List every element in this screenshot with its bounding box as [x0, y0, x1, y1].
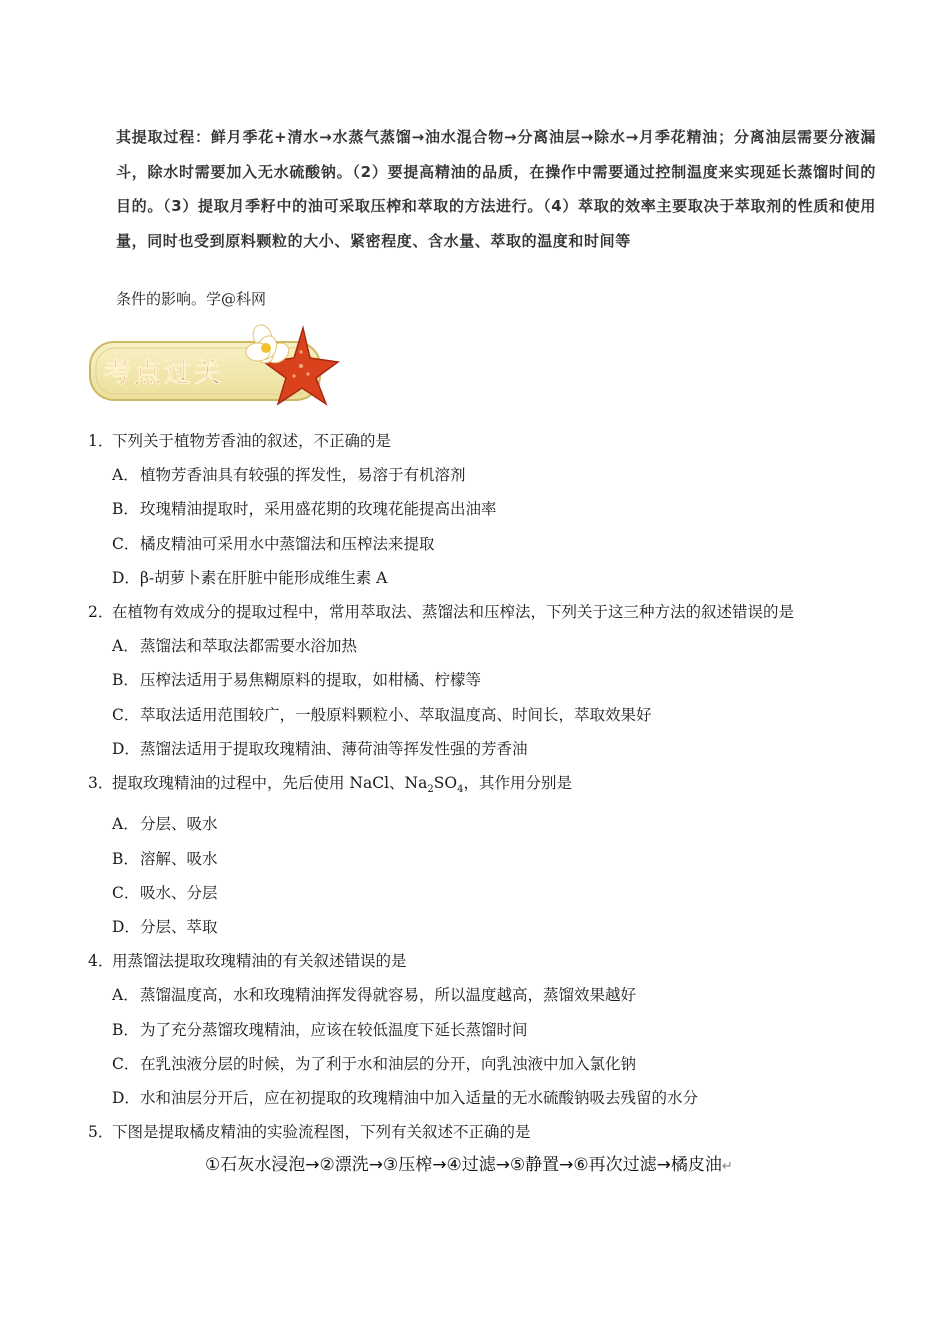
question-list	[88, 424, 878, 1149]
question-stem: 用蒸馏法提取玫瑰精油的有关叙述错误的是	[112, 952, 407, 971]
section-banner	[88, 322, 340, 406]
process-flow	[205, 1150, 733, 1175]
option-1d: D．β-胡萝卜素在肝脏中能形成维生素 A	[112, 568, 388, 587]
option-3d: D．分层、萃取	[112, 917, 218, 936]
intro-tail: 条件的影响。学@科网	[116, 290, 267, 308]
question-3: 3．提取玫瑰精油的过程中，先后使用 NaCl、$Na_2SO_4$，其作用分别是	[88, 774, 572, 796]
option-1a: A．植物芳香油具有较强的挥发性，易溶于有机溶剂	[112, 466, 466, 485]
option-4b: B．为了充分蒸馏玫瑰精油，应该在较低温度下延长蒸馏时间	[112, 1020, 528, 1039]
banner-title: 考点过关	[104, 358, 224, 389]
option-2b: B．压榨法适用于易焦糊原料的提取，如柑橘、柠檬等	[112, 671, 482, 690]
question-1: 1．下列关于植物芳香油的叙述，不正确的是	[88, 432, 392, 450]
option-4d: D．水和油层分开后，应在初提取的玫瑰精油中加入适量的无水硫酸钠吸去残留的水分	[112, 1088, 699, 1107]
question-stem: 下列关于植物芳香油的叙述，不正确的是	[112, 432, 392, 450]
option-1c: C．橘皮精油可采用水中蒸馏法和压榨法来提取	[112, 534, 435, 553]
option-4a: A．蒸馏温度高，水和玫瑰精油挥发得就容易，所以温度越高，蒸馏效果越好	[112, 986, 637, 1005]
option-2d: D．蒸馏法适用于提取玫瑰精油、薄荷油等挥发性强的芳香油	[112, 739, 528, 758]
option-4c: C．在乳浊液分层的时候，为了利于水和油层的分开，向乳浊液中加入氯化钠	[112, 1054, 637, 1073]
option-3c: C．吸水、分层	[112, 883, 218, 902]
option-3b: B．溶解、吸水	[112, 849, 218, 868]
question-stem: 下图是提取橘皮精油的实验流程图，下列有关叙述不正确的是	[112, 1123, 531, 1142]
return-mark-icon: ↵	[721, 1159, 733, 1174]
question-stem: 提取玫瑰精油的过程中，先后使用 NaCl、$Na_2SO_4$，其作用分别是	[112, 774, 572, 796]
question-5: 5．下图是提取橘皮精油的实验流程图，下列有关叙述不正确的是	[88, 1123, 531, 1142]
option-2a: A．蒸馏法和萃取法都需要水浴加热	[112, 637, 358, 656]
option-1b: B．玫瑰精油提取时，采用盛花期的玫瑰花能提高出油率	[112, 500, 497, 519]
question-stem: 在植物有效成分的提取过程中，常用萃取法、蒸馏法和压榨法，下列关于这三种方法的叙述错误的是	[112, 603, 795, 622]
flow-text: ①石灰水浸泡→②漂洗→③压榨→④过滤→⑤静置→⑥再次过滤→橘皮油	[205, 1155, 722, 1175]
intro-paragraph: 其提取过程：鲜月季花+清水→水蒸气蒸馏→油水混合物→分离油层→除水→月季花精油；分离油层需要分液漏斗，除水时需要加入无水硫酸钠。（2）要提高精油的品质，在操作中需要通过控制温度来实现延长蒸馏时间的目的。（3）提取月季籽中的油可采取压榨和萃取的方法进行。（4）萃取的效率主要取决于萃取剂的性质和使用量，同时也受到原料颗粒的大小、紧密程度、含水量、萃取的温度和时间等	[116, 128, 876, 250]
option-2c: C．萃取法适用范围较广，一般原料颗粒小、萃取温度高、时间长，萃取效果好	[112, 705, 652, 724]
question-2: 2．在植物有效成分的提取过程中，常用萃取法、蒸馏法和压榨法，下列关于这三种方法的叙述错误的是	[88, 603, 795, 622]
question-4: 4．用蒸馏法提取玫瑰精油的有关叙述错误的是	[88, 952, 407, 971]
option-3a: A．分层、吸水	[112, 815, 218, 834]
